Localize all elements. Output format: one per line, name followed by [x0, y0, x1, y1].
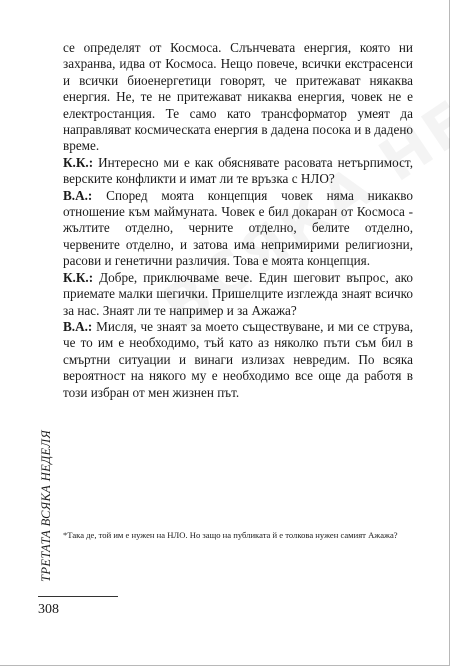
paragraph: [63, 270, 413, 319]
page-number: 308: [38, 602, 59, 617]
footer-rule: [38, 596, 118, 597]
paragraph: [63, 40, 413, 155]
speaker-label: В.А.:: [63, 318, 93, 334]
paragraph: [63, 319, 413, 401]
footnote: *Така де, той им е нужен на НЛО. Но защо на публиката й е толкова нужен самият Ажажа?: [63, 530, 398, 540]
paragraph: [63, 155, 413, 188]
paragraph-text: Добре, приключваме вече. Един шеговит въпрос, ако приемате малки шегички. Пришелците изглежда знаят всичко за нас. Знаят ли те например и за Ажажа?: [63, 269, 413, 318]
paragraph: [63, 188, 413, 270]
paragraph-text: се определят от Космоса. Слънчевата енергия, която ни захранва, идва от Космоса. Нещо повече, всички екстрасенси и всички биоенергетици говорят, че притежават някаква енергия. Не, те не притежават никаква енергия, човек не е електростанция. Те само като трансформатор умеят да направляват космическата енергия в дадена посока и в дадено време.: [63, 40, 413, 154]
speaker-label: К.К.:: [63, 154, 94, 170]
paragraph-text: Интересно ми е как обяснявате расовата нетърпимост, верските конфликти и имат ли те връзка с НЛО?: [63, 154, 413, 187]
running-head: ТРЕТАТА ВСЯКА НЕДЕЛЯ: [39, 429, 53, 582]
body-text: [63, 40, 413, 401]
speaker-label: К.К.:: [63, 269, 94, 285]
paragraph-text: Мисля, че знаят за моето съществуване, и ми се струва, че то им е необходимо, тъй като аз няколко пъти съм бил в смъртни ситуации и винаги излизах невредим. По всяка вероятност на някого му е необходимо все още да работя в този избран от мен жизнен път.: [63, 318, 413, 400]
paragraph-text: Според моята концепция човек няма никакво отношение към маймуната. Човек е бил докаран от Космоса - жълтите отделно, черните отделно, белите отделно, червените отделно, и затова има непримирими религиозни, расови и генетични различия. Това е моята концепция.: [63, 187, 413, 269]
speaker-label: В.А.:: [63, 187, 93, 203]
